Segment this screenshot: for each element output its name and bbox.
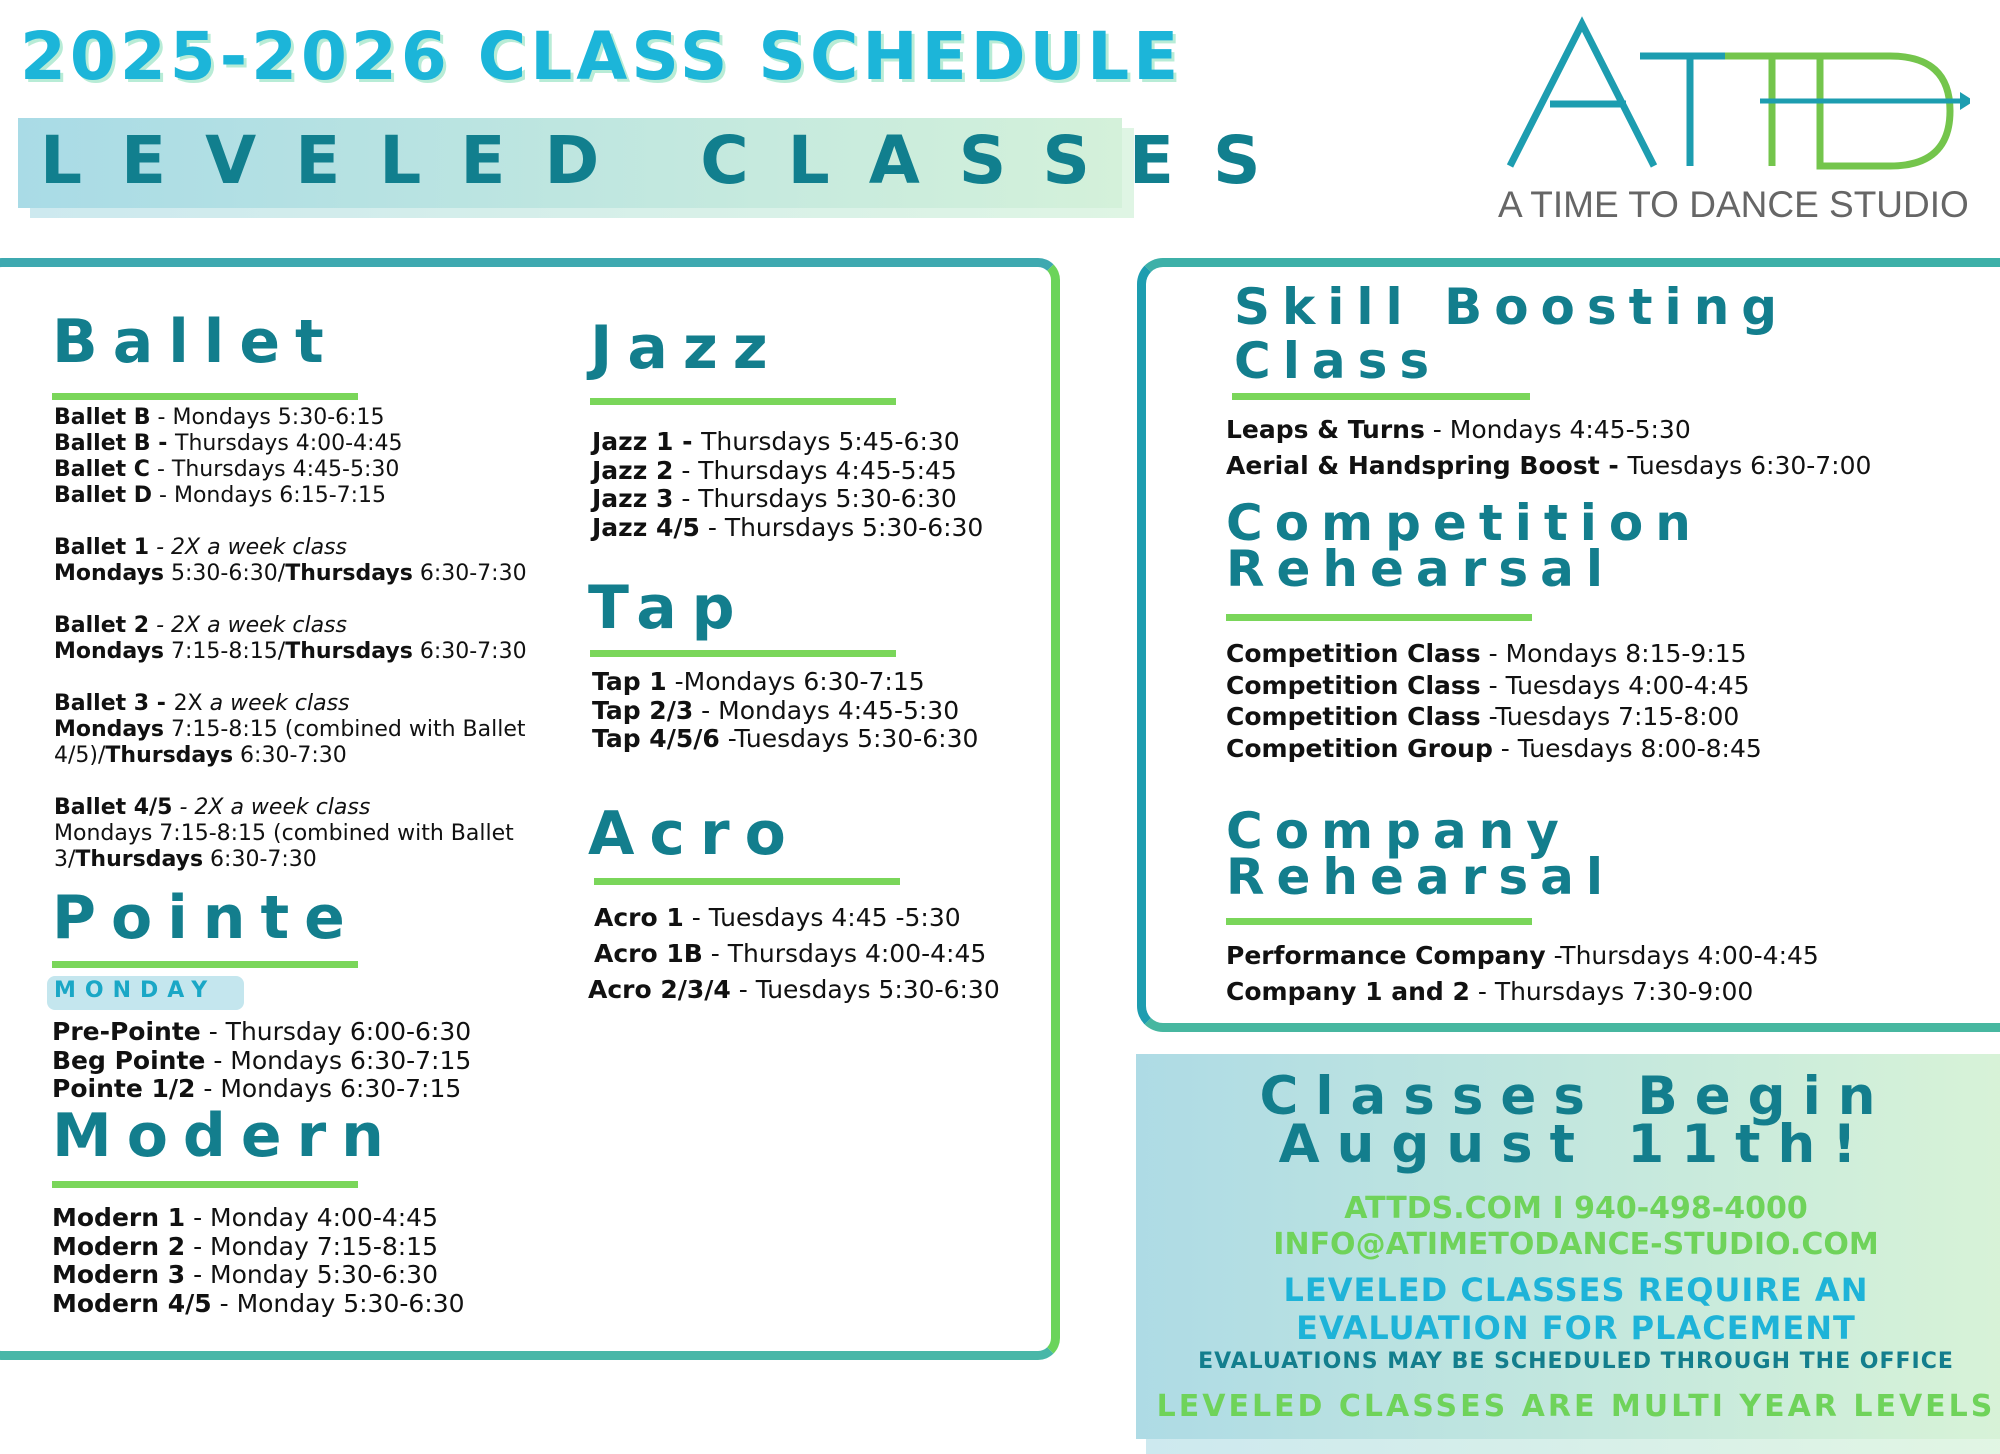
classes-begin-line2: August 11th! — [1278, 1114, 1874, 1175]
competition-heading-line1: Competition — [1226, 494, 1703, 552]
tap-1: Tap 1 -Mondays 6:30-7:15 — [592, 667, 925, 696]
acro-rule — [594, 878, 900, 885]
competition-heading-line2: Rehearsal — [1226, 540, 1615, 598]
ballet-d: Ballet D - Mondays 6:15-7:15 — [54, 483, 387, 508]
company-heading-line1: Company — [1226, 802, 1571, 860]
ballet-b-mon: Ballet B - Mondays 5:30-6:15 — [54, 405, 385, 430]
skill-list — [1226, 412, 1871, 484]
ballet-3-times-cont: 4/5)/Thursdays 6:30-7:30 — [54, 743, 347, 768]
contact-website-phone: ATTDS.COM I 940-498-4000 — [1344, 1191, 1808, 1226]
modern-rule — [52, 1181, 358, 1188]
tap-heading: Tap — [588, 573, 750, 643]
leaps-turns: Leaps & Turns - Mondays 4:45-5:30 — [1226, 415, 1691, 444]
ballet-2: Ballet 2 - 2X a week class — [54, 613, 347, 638]
acro-1: Acro 1 - Tuesdays 4:45 -5:30 — [594, 903, 961, 932]
beg-pointe: Beg Pointe - Mondays 6:30-7:15 — [52, 1045, 472, 1075]
ballet-b-thu: Ballet B - Thursdays 4:00-4:45 — [54, 431, 403, 456]
modern-heading: Modern — [52, 1101, 399, 1171]
modern-3: Modern 3 - Monday 5:30-6:30 — [52, 1260, 438, 1289]
skill-boosting-heading-line1: Skill Boosting — [1234, 278, 1790, 336]
ballet-45: Ballet 4/5 - 2X a week class — [54, 795, 371, 820]
tap-4-5-6: Tap 4/5/6 -Tuesdays 5:30-6:30 — [592, 724, 979, 753]
evaluation-required-line2: EVALUATION FOR PLACEMENT — [1296, 1309, 1856, 1347]
competition-rule — [1226, 614, 1532, 621]
jazz-list — [592, 428, 983, 542]
acro-heading: Acro — [588, 799, 801, 869]
jazz-1: Jazz 1 - Thursdays 5:45-6:30 — [592, 427, 960, 456]
ballet-list — [54, 405, 527, 873]
ballet-3: Ballet 3 - 2X a week class — [54, 691, 350, 716]
ballet-1-times: Mondays 5:30-6:30/Thursdays 6:30-7:30 — [54, 561, 527, 586]
acro-list — [588, 900, 1000, 1008]
competition-group: Competition Group - Tuesdays 8:00-8:45 — [1226, 733, 1762, 763]
skill-boosting-heading-line2: Class — [1234, 332, 1442, 390]
company-list — [1226, 938, 1819, 1010]
jazz-45: Jazz 4/5 - Thursdays 5:30-6:30 — [592, 512, 984, 542]
leveled-classes-subtitle: LEVELED CLASSES — [40, 122, 1300, 199]
pre-pointe: Pre-Pointe - Thursday 6:00-6:30 — [52, 1017, 472, 1046]
aerial-handspring: Aerial & Handspring Boost - Tuesdays 6:30-7:00 — [1226, 451, 1872, 480]
logo-letter-d — [1820, 56, 1950, 166]
competition-class-mon: Competition Class - Mondays 8:15-9:15 — [1226, 639, 1747, 668]
acro-1b: Acro 1B - Thursdays 4:00-4:45 — [594, 939, 987, 968]
company-rule — [1226, 918, 1532, 925]
competition-list — [1226, 638, 1762, 764]
jazz-rule — [590, 398, 896, 405]
contact-email: INFO@ATIMETODANCE-STUDIO.COM — [1273, 1227, 1879, 1262]
classes-begin-line1: Classes Begin — [1259, 1066, 1893, 1127]
jazz-heading: Jazz — [590, 313, 783, 383]
logo-letter-a — [1510, 24, 1654, 166]
ballet-2-times: Mondays 7:15-8:15/Thursdays 6:30-7:30 — [54, 639, 527, 664]
evaluation-required-line1: LEVELED CLASSES REQUIRE AN — [1283, 1271, 1869, 1309]
pointe-rule — [52, 961, 358, 968]
competition-class-tue-2: Competition Class -Tuesdays 7:15-8:00 — [1226, 702, 1740, 731]
tap-list — [592, 668, 978, 754]
company-1-2: Company 1 and 2 - Thursdays 7:30-9:00 — [1226, 977, 1754, 1006]
tap-2-3: Tap 2/3 - Mondays 4:45-5:30 — [592, 695, 960, 725]
ballet-c: Ballet C - Thursdays 4:45-5:30 — [54, 457, 400, 482]
monday-label: MONDAY — [54, 978, 217, 1003]
ballet-45-times: Mondays 7:15-8:15 (combined with Ballet — [54, 821, 514, 846]
pointe-1-2: Pointe 1/2 - Mondays 6:30-7:15 — [52, 1074, 462, 1103]
logo-caption: A TIME TO DANCE STUDIO — [1498, 184, 1969, 225]
ballet-45-times-cont: 3/Thursdays 6:30-7:30 — [54, 847, 317, 872]
ballet-heading: Ballet — [52, 307, 339, 377]
tap-rule — [590, 650, 896, 657]
evaluation-office-note: EVALUATIONS MAY BE SCHEDULED THROUGH THE OFFICE — [1198, 1349, 1954, 1374]
jazz-3: Jazz 3 - Thursdays 5:30-6:30 — [592, 484, 957, 513]
performance-company: Performance Company -Thursdays 4:00-4:45 — [1226, 941, 1819, 970]
ballet-3-times: Mondays 7:15-8:15 (combined with Ballet — [54, 717, 526, 742]
ballet-rule — [52, 393, 358, 400]
modern-1: Modern 1 - Monday 4:00-4:45 — [52, 1203, 438, 1232]
multi-year-levels-note: LEVELED CLASSES ARE MULTI YEAR LEVELS — [1156, 1389, 1996, 1424]
competition-class-tue-1: Competition Class - Tuesdays 4:00-4:45 — [1226, 670, 1750, 700]
pointe-list — [52, 1018, 471, 1104]
acro-2-3-4: Acro 2/3/4 - Tuesdays 5:30-6:30 — [588, 975, 1000, 1004]
company-heading-line2: Rehearsal — [1226, 848, 1615, 906]
skill-rule — [1232, 393, 1530, 400]
modern-45: Modern 4/5 - Monday 5:30-6:30 — [52, 1288, 465, 1318]
jazz-2: Jazz 2 - Thursdays 4:45-5:45 — [592, 455, 957, 485]
schedule-title: 2025-2026 CLASS SCHEDULE — [20, 18, 1183, 95]
modern-2: Modern 2 - Monday 7:15-8:15 — [52, 1231, 438, 1261]
modern-list — [52, 1204, 465, 1318]
pointe-heading: Pointe — [52, 883, 360, 953]
ballet-1: Ballet 1 - 2X a week class — [54, 535, 347, 560]
